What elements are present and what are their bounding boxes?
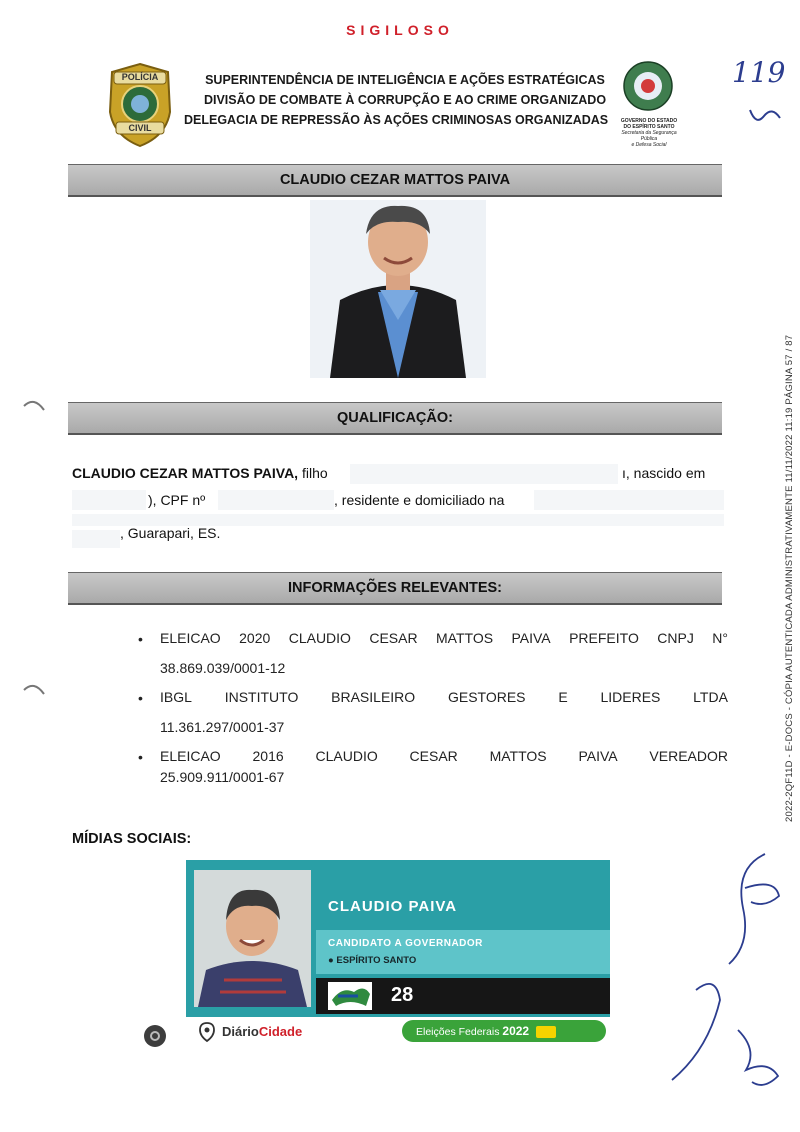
card-info [316, 860, 610, 1017]
card-number-bar [316, 978, 610, 1014]
state-coat-of-arms [620, 56, 676, 116]
cidade-label: Cidade [258, 1024, 303, 1039]
handwritten-page-number: 119 [732, 56, 786, 89]
qualificacao-filho: filho [298, 465, 328, 481]
redacted-block [72, 530, 120, 548]
location-pin-icon: ● [328, 955, 334, 966]
card-number: 28 [391, 984, 414, 1006]
diario-cidade-logo [222, 1024, 302, 1039]
eleicoes-year: 2022 [502, 1024, 530, 1038]
bullet-1-line-1 [160, 628, 728, 649]
camera-icon [144, 1025, 166, 1047]
party-logo-icon [328, 982, 372, 1010]
word: 2016 [252, 748, 284, 764]
qualificacao-residente: , residente e domiciliado na [334, 492, 505, 508]
word: LTDA [693, 689, 728, 705]
word: PAIVA [511, 630, 551, 646]
card-name: CLAUDIO PAIVA [328, 898, 458, 915]
gov-line-1: GOVERNO DO ESTADO [620, 118, 678, 124]
word: MATTOS [489, 748, 547, 764]
redacted-block [534, 490, 724, 510]
bullet-dot: • [138, 749, 143, 765]
social-media-card [186, 860, 610, 1017]
header-line-3: DELEGACIA DE REPRESSÃO ÀS AÇÕES CRIMINOSAS ORGANIZADAS [184, 113, 609, 127]
word: PREFEITO [569, 630, 639, 646]
location-pin-icon [198, 1021, 216, 1048]
word: IBGL [160, 689, 192, 705]
section-qualificacao: QUALIFICAÇÃO: [68, 402, 722, 435]
bullet-1-cnpj: 38.869.039/0001-12 [160, 660, 286, 676]
card-candidate: CANDIDATO A GOVERNADOR [328, 938, 483, 949]
margin-mark [22, 396, 46, 417]
word: E [558, 689, 568, 705]
word: PAIVA [578, 748, 618, 764]
qualificacao-nascido: ı, nascido em [622, 465, 706, 481]
handwritten-mark [748, 104, 782, 133]
list-item [138, 746, 728, 788]
word: LIDERES [600, 689, 661, 705]
header-line-1: SUPERINTENDÊNCIA DE INTELIGÊNCIA E AÇÕES ESTRATÉGICAS [205, 73, 605, 87]
redacted-block [350, 464, 618, 484]
word: CESAR [369, 630, 418, 646]
bullet-dot: • [138, 690, 143, 706]
signature-1 [725, 848, 785, 973]
qualificacao-line-1 [72, 465, 328, 481]
word: ELEICAO [160, 748, 221, 764]
word: VEREADOR [649, 748, 728, 764]
section-informacoes: INFORMAÇÕES RELEVANTES: [68, 572, 722, 605]
diario-label: Diário [222, 1024, 259, 1039]
bullet-3-line-1 [160, 746, 728, 767]
redacted-block [218, 490, 334, 510]
word: CLAUDIO [315, 748, 378, 764]
gov-line-2: DO ESPÍRITO SANTO [623, 124, 675, 130]
word: 2020 [239, 630, 271, 646]
card-state [328, 955, 416, 966]
word: INSTITUTO [224, 689, 299, 705]
list-item [138, 687, 728, 738]
badge-top-text: POLÍCIA [121, 72, 159, 82]
card-photo [194, 870, 311, 1007]
word: GESTORES [447, 689, 526, 705]
eleicoes-label: Eleições Federais [416, 1026, 500, 1038]
relevant-info-list [138, 600, 728, 794]
list-item [138, 628, 728, 679]
header-titles [184, 70, 620, 130]
word: CNPJ [657, 630, 694, 646]
word: N° [712, 630, 728, 646]
qualificacao-cpf: ), CPF nº [148, 492, 206, 508]
classification-label: SIGILOSO [346, 22, 454, 38]
redacted-block [72, 490, 146, 510]
signature-2 [668, 970, 788, 1105]
section-midias: MÍDIAS SOCIAIS: [72, 831, 192, 847]
bullet-dot: • [138, 631, 143, 647]
gov-line-4: e Defesa Social [631, 142, 667, 148]
qualificacao-cidade: , Guarapari, ES. [120, 525, 221, 541]
brazil-flag-icon [536, 1026, 556, 1038]
subject-name-bar: CLAUDIO CEZAR MATTOS PAIVA [68, 164, 722, 197]
card-state-label: ESPÍRITO SANTO [336, 955, 417, 966]
bullet-2-cnpj: 11.361.297/0001-37 [160, 719, 285, 735]
bullet-2-line-1 [160, 687, 728, 708]
word: CESAR [409, 748, 458, 764]
header-line-2: DIVISÃO DE COMBATE À CORRUPÇÃO E AO CRIME ORGANIZADO [203, 93, 607, 107]
margin-mark [22, 680, 46, 701]
gov-caption [616, 118, 682, 148]
authentication-stamp: 2022-2QF11D - E-DOCS - CÓPIA AUTENTICADA ADMINISTRATIVAMENTE 11/11/2022 11:19 PÁGINA 57 / 87 [784, 334, 795, 822]
subject-photo [310, 200, 486, 378]
word: BRASILEIRO [331, 689, 416, 705]
word: CLAUDIO [288, 630, 351, 646]
word: ELEICAO [160, 630, 221, 646]
eleicoes-badge [402, 1020, 606, 1042]
badge-bottom-text: CIVIL [128, 123, 152, 133]
bullet-3-cnpj: 25.909.911/0001-67 [160, 769, 285, 785]
word: MATTOS [436, 630, 494, 646]
gov-line-3: Secretaria da Segurança Pública [621, 130, 677, 142]
qualificacao-name: CLAUDIO CEZAR MATTOS PAIVA, [72, 465, 299, 481]
card-strip [316, 930, 610, 974]
police-badge [106, 62, 174, 148]
